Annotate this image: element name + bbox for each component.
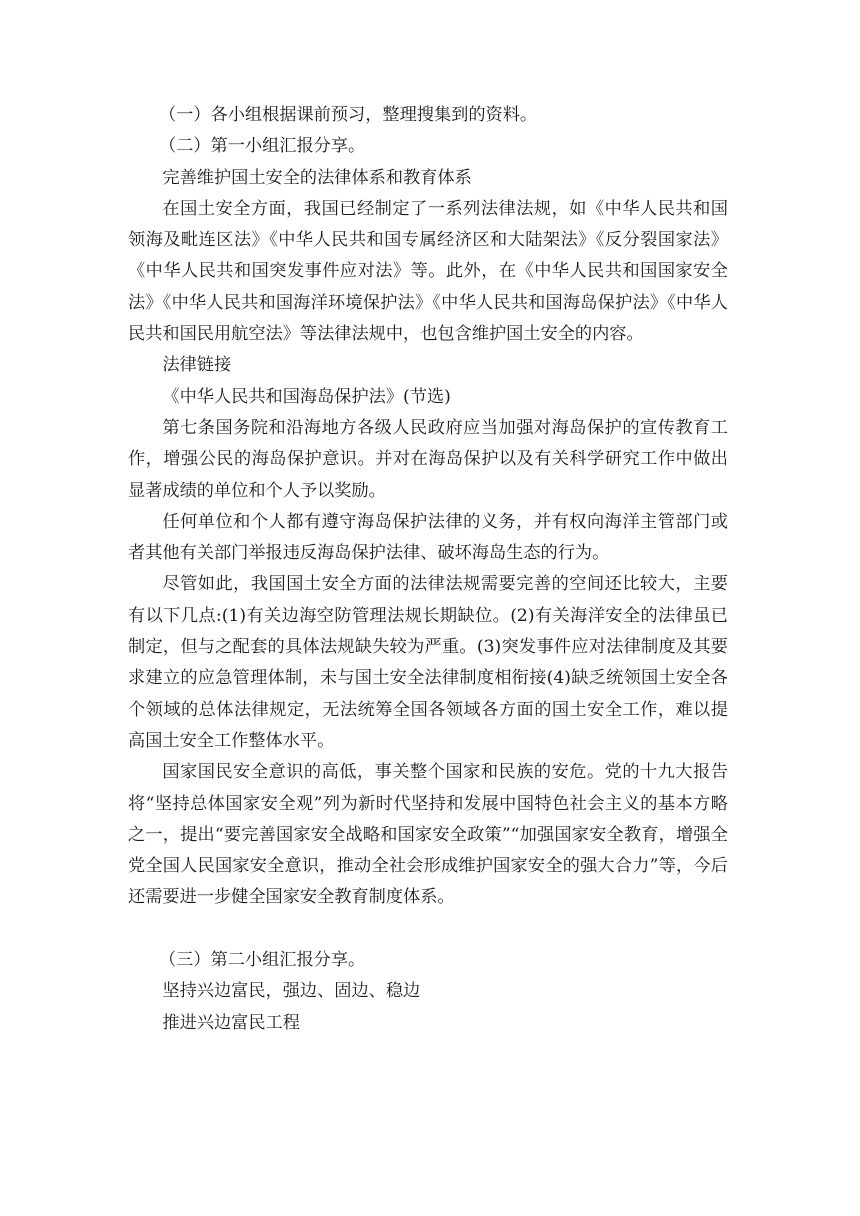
step-one-line: （一）各小组根据课前预习，整理搜集到的资料。 [158,105,538,125]
law-title: 《中华人民共和国海岛保护法》(节选) [162,386,451,407]
topic-two-title: 坚持兴边富民，强边、固边、稳边 [162,981,421,1002]
step-three-line: （三）第二小组汇报分享。 [158,950,366,971]
topic-one-paragraph-gaps: 尽管如此，我国国土安全方面的法律法规需要完善的空间还比较大，主要有以下几点:(1)有关边海空防管理法规长期缺位。(2)有关海洋安全的法律虽已制定，但与之配套的具体法规缺失较为严重。(3)突发事件应对法律制度及其要求建立的应急管理体制，未与国土安全法律制度相衔接(4)缺乏统领国土安全各个领域的总体法律规定，无法统筹全国各领域各方面的国土安全工作，难以提高国土安全工作整体水平。 [128,574,728,751]
law-article-seven: 第七条国务院和沿海地方各级人民政府应当加强对海岛保护的宣传教育工作，增强公民的海岛保护意识。并对在海岛保护以及有关科学研究工作中做出显著成绩的单位和个人予以奖励。 [128,417,728,501]
law-link-label: 法律链接 [162,355,232,376]
topic-two-subtitle: 推进兴边富民工程 [162,1012,300,1033]
law-duty-paragraph: 任何单位和个人都有遵守海岛保护法律的义务，并有权向海洋主管部门或者其他有关部门举报违反海岛保护法律、破坏海岛生态的行为。 [128,511,728,564]
topic-one-paragraph-awareness: 国家国民安全意识的高低，事关整个国家和民族的安危。党的十九大报告将“坚持总体国家安全观”列为新时代坚持和发展中国特色社会主义的基本方略之一，提出“要完善国家安全战略和国家安全政策”“加强国家安全教育，增强全党全国人民国家安全意识，推动全社会形成维护国家安全的强大合力”等，今后还需要进一步健全国家安全教育制度体系。 [128,762,728,908]
document-body [128,100,728,1039]
topic-one-paragraph-laws: 在国土安全方面，我国已经制定了一系列法律法规，如《中华人民共和国领海及毗连区法》《中华人民共和国专属经济区和大陆架法》《反分裂国家法》《中华人民共和国突发事件应对法》等。此外，在《中华人民共和国国家安全法》《中华人民共和国海洋环境保护法》《中华人民共和国海岛保护法》《中华人民共和国民用航空法》等法律法规中，也包含维护国土安全的内容。 [128,198,728,345]
topic-one-title: 完善维护国土安全的法律体系和教育体系 [162,167,472,188]
blank-line [128,914,728,945]
step-two-line: （二）第一小组汇报分享。 [158,136,366,157]
